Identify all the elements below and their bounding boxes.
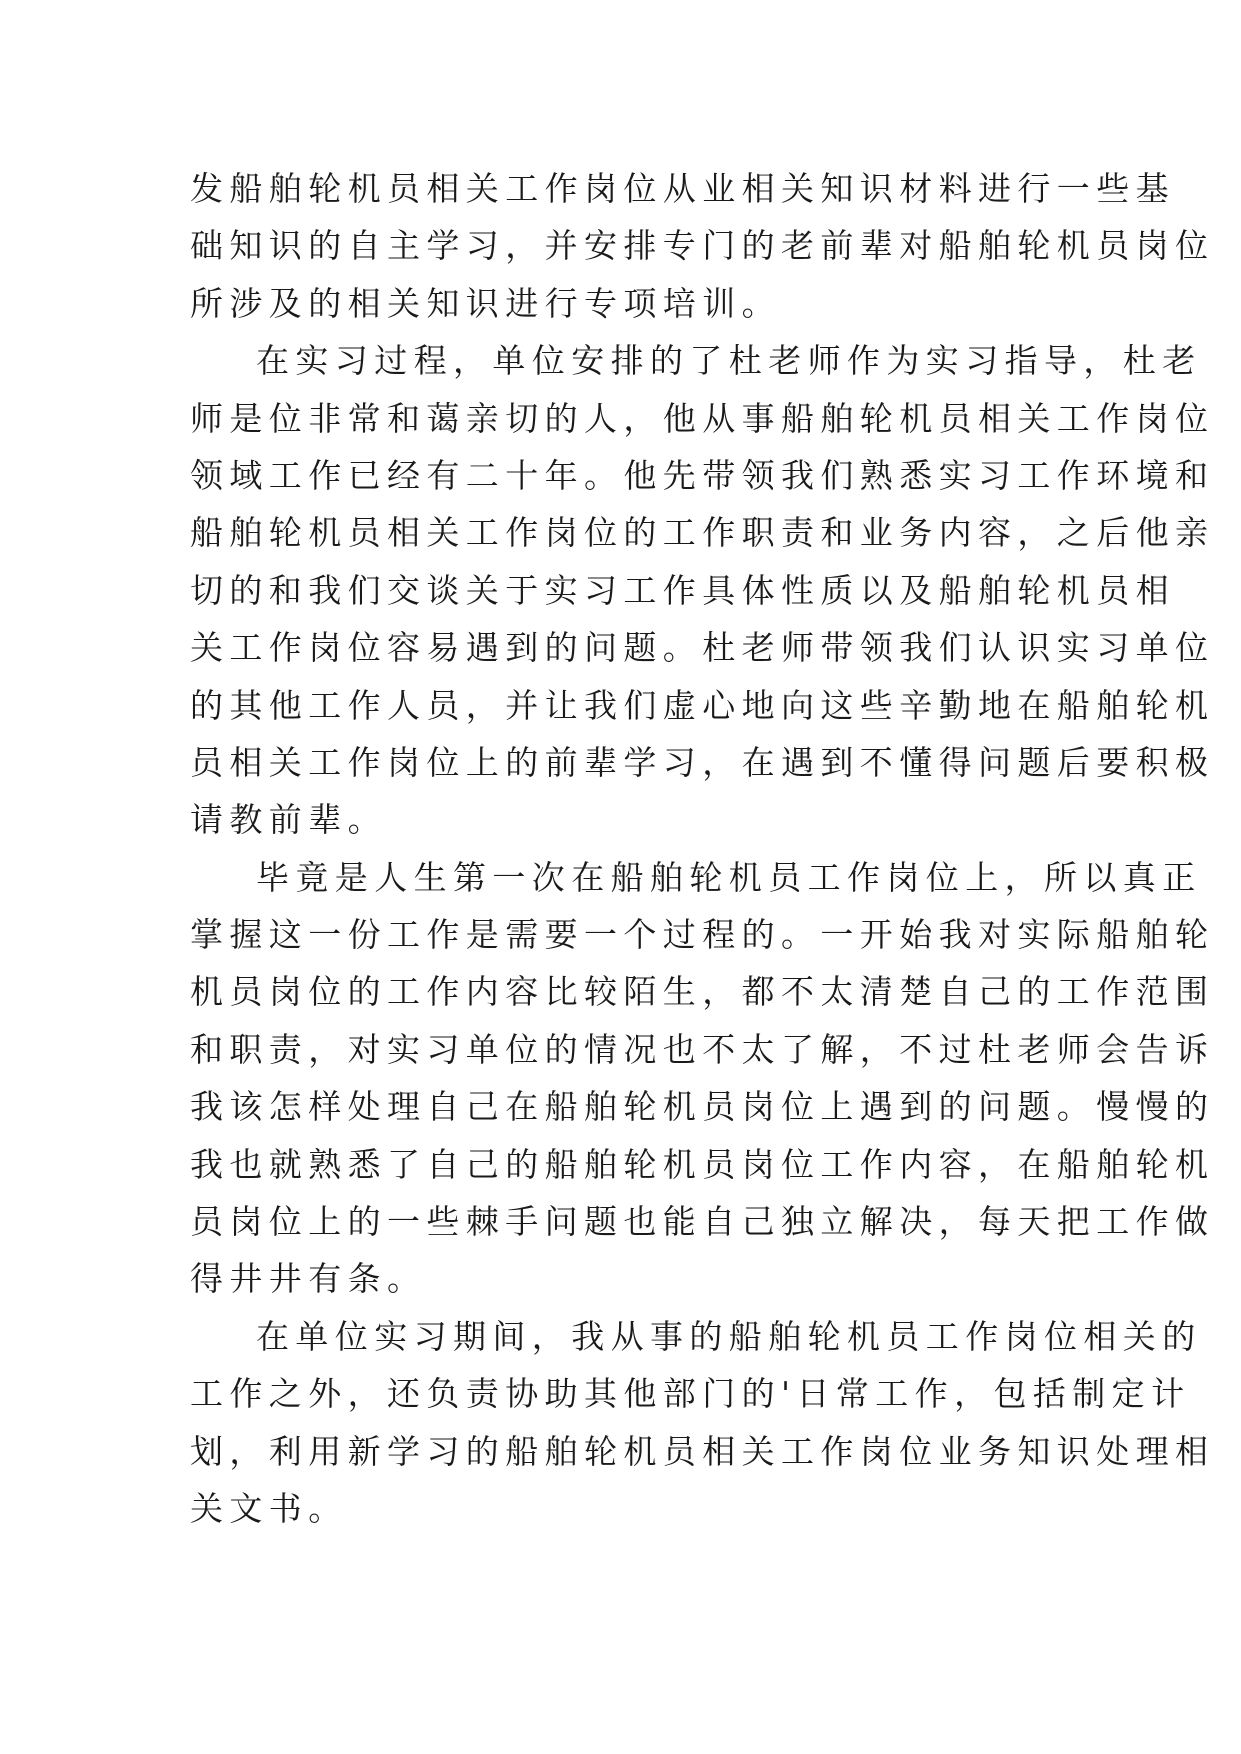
text-line: 我也就熟悉了自己的船舶轮机员岗位工作内容，在船舶轮机 [190, 1144, 1215, 1184]
text-line: 关工作岗位容易遇到的问题。杜老师带领我们认识实习单位 [190, 628, 1215, 668]
body-text [190, 160, 1215, 1537]
text-line: 切的和我们交谈关于实习工作具体性质以及船舶轮机员相 [190, 570, 1175, 610]
text-line: 领域工作已经有二十年。他先带领我们熟悉实习工作环境和 [190, 455, 1215, 495]
text-line: 和职责，对实习单位的情况也不太了解，不过杜老师会告诉 [190, 1029, 1215, 1069]
text-line: 划，利用新学习的船舶轮机员相关工作岗位业务知识处理相 [190, 1431, 1215, 1471]
text-line: 师是位非常和蔼亲切的人，他从事船舶轮机员相关工作岗位 [190, 398, 1215, 438]
text-line: 在单位实习期间，我从事的船舶轮机员工作岗位相关的 [256, 1316, 1202, 1356]
text-line: 请教前辈。 [190, 800, 387, 840]
text-line: 所涉及的相关知识进行专项培训。 [190, 283, 781, 323]
text-line: 的其他工作人员，并让我们虚心地向这些辛勤地在船舶轮机 [190, 685, 1215, 725]
text-line: 机员岗位的工作内容比较陌生，都不太清楚自己的工作范围 [190, 972, 1215, 1012]
text-line: 员相关工作岗位上的前辈学习，在遇到不懂得问题后要积极 [190, 742, 1215, 782]
text-line: 础知识的自主学习，并安排专门的老前辈对船舶轮机员岗位 [190, 226, 1215, 266]
text-line: 发船舶轮机员相关工作岗位从业相关知识材料进行一些基 [190, 169, 1175, 208]
text-line: 工作之外，还负责协助其他部门的'日常工作，包括制定计 [190, 1374, 1191, 1414]
text-line: 关文书。 [190, 1488, 348, 1528]
text-line: 毕竟是人生第一次在船舶轮机员工作岗位上，所以真正 [256, 857, 1202, 897]
text-line: 得井井有条。 [190, 1259, 427, 1299]
text-line: 我该怎样处理自己在船舶轮机员岗位上遇到的问题。慢慢的 [190, 1087, 1215, 1127]
text-line: 在实习过程，单位安排的了杜老师作为实习指导，杜老 [256, 341, 1202, 381]
text-line: 船舶轮机员相关工作岗位的工作职责和业务内容，之后他亲 [190, 513, 1215, 553]
text-line: 掌握这一份工作是需要一个过程的。一开始我对实际船舶轮 [190, 915, 1215, 955]
text-line: 员岗位上的一些棘手问题也能自己独立解决，每天把工作做 [190, 1202, 1215, 1242]
